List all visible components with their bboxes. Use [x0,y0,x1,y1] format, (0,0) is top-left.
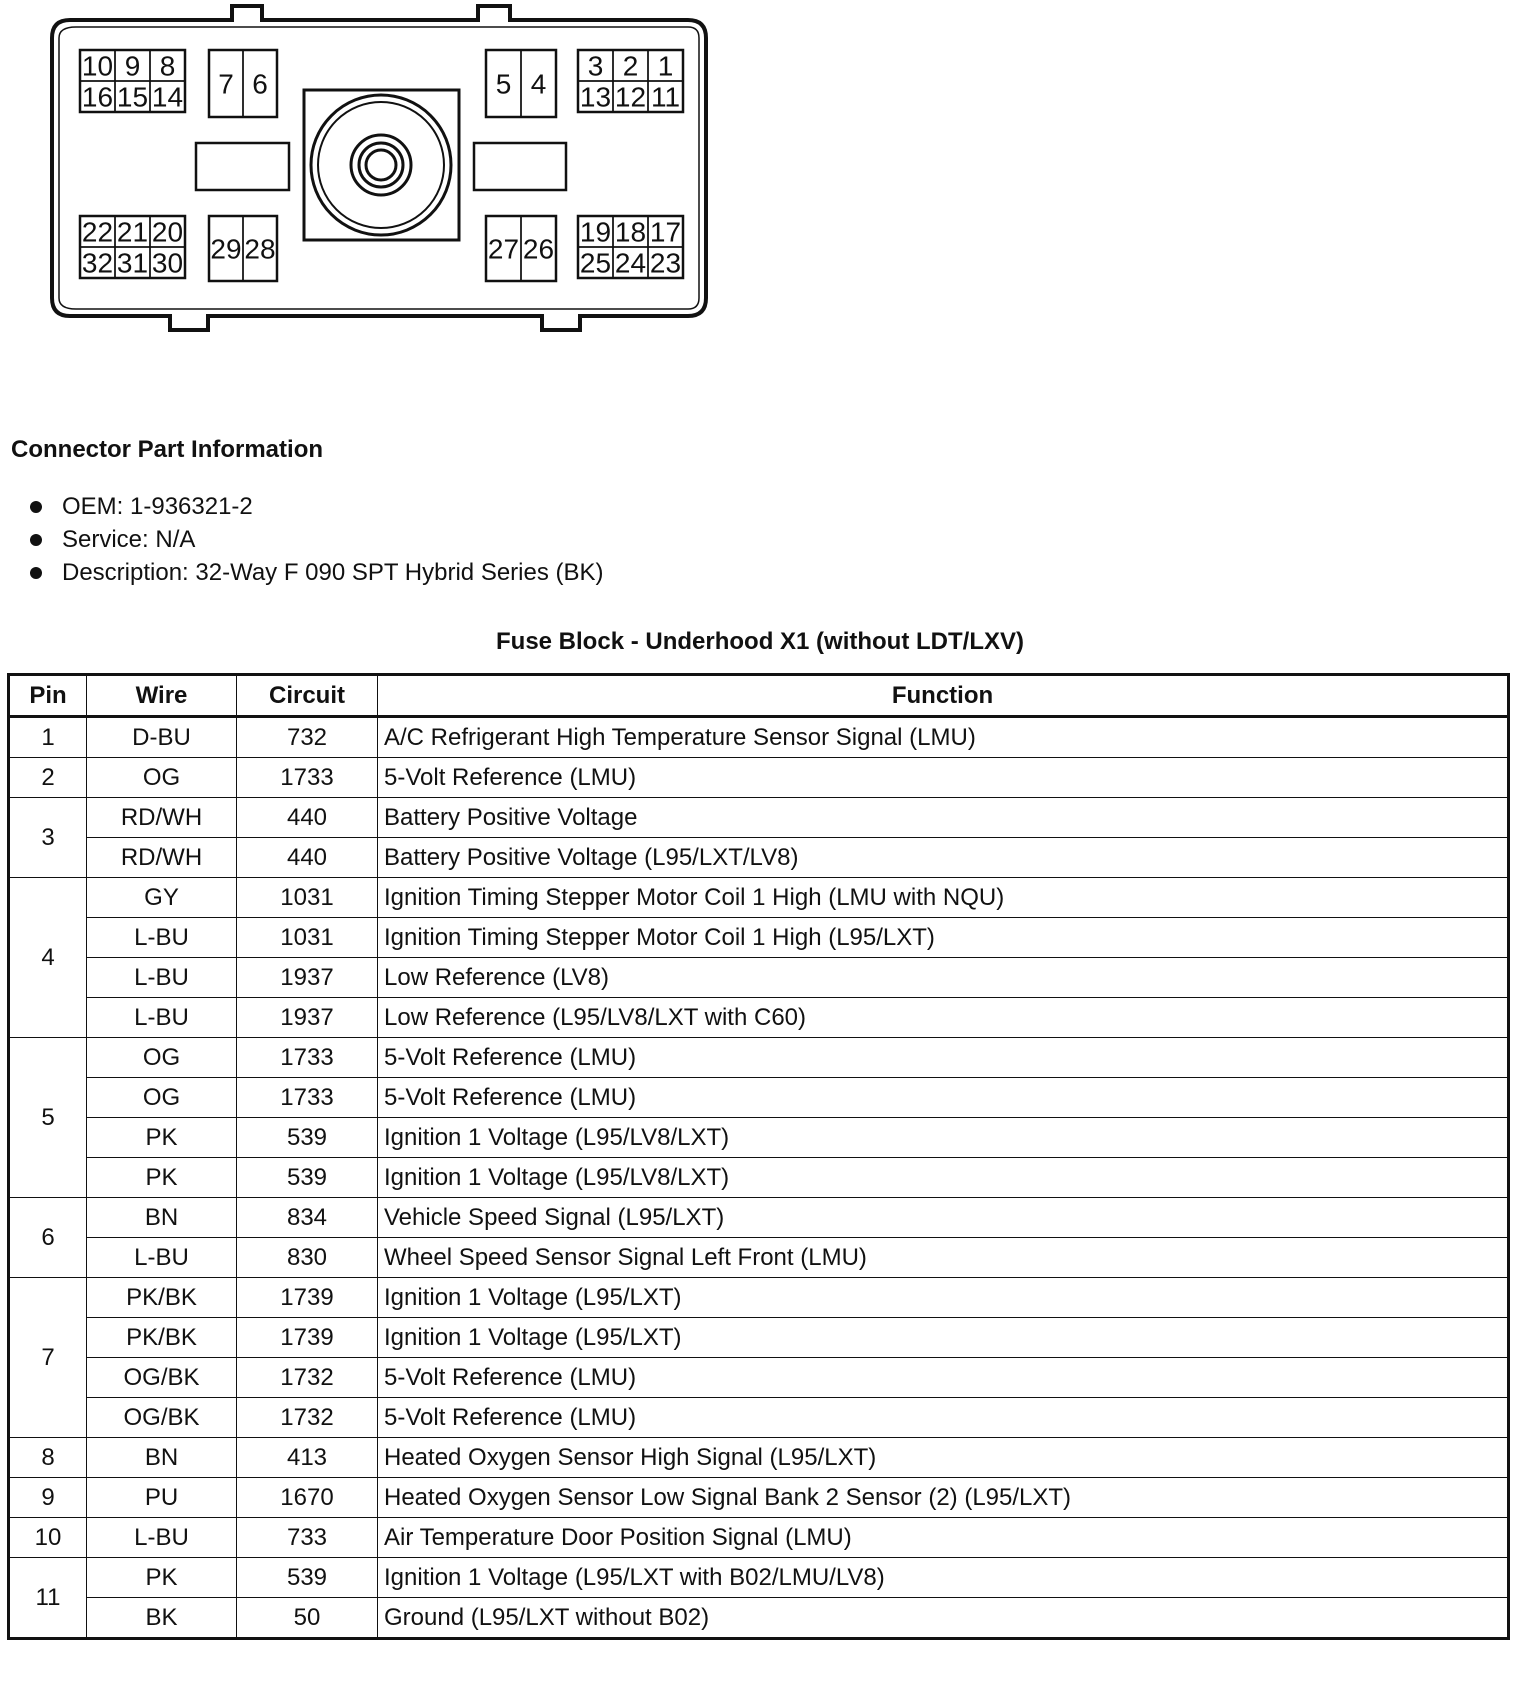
table-row [9,1398,1509,1438]
bolt-ring-outer [311,95,451,235]
cell-wire: BN [87,1198,237,1238]
cell-function: Low Reference (L95/LV8/LXT with C60) [378,998,1509,1038]
pin-group [486,216,556,281]
cell-circuit: 413 [237,1438,378,1478]
cell-circuit: 1670 [237,1478,378,1518]
cell-function: Air Temperature Door Position Signal (LMU) [378,1518,1509,1558]
pinout-table [7,673,1510,1640]
pin-number-label: 31 [116,247,149,279]
table-row [9,1598,1509,1639]
cell-pin: 6 [9,1198,87,1278]
pin-number-label: 9 [124,50,141,82]
cell-circuit: 1733 [237,758,378,798]
connector-info-heading: Connector Part Information [11,436,324,463]
cell-function: Heated Oxygen Sensor High Signal (L95/LXT) [378,1438,1509,1478]
cell-function: Wheel Speed Sensor Signal Left Front (LMU) [378,1238,1509,1278]
cell-wire: PK/BK [87,1318,237,1358]
pin-number-label: 10 [81,50,114,82]
cell-circuit: 1031 [237,918,378,958]
cell-wire: PK [87,1158,237,1198]
cell-pin: 1 [9,717,87,758]
cell-wire: L-BU [87,1238,237,1278]
cell-wire: PK [87,1558,237,1598]
pin-number-label: 32 [81,247,114,279]
cell-circuit: 1733 [237,1038,378,1078]
cell-wire: L-BU [87,1518,237,1558]
header-circuit: Circuit [237,675,378,717]
cell-function: Ignition Timing Stepper Motor Coil 1 High (LMU with NQU) [378,878,1509,918]
cell-wire: L-BU [87,958,237,998]
pin-number-label: 11 [650,81,681,113]
pin-number-label: 17 [649,216,682,248]
table-row [9,1518,1509,1558]
table-row [9,1278,1509,1318]
header-wire: Wire [87,675,237,717]
blank-slot-left [196,143,289,190]
cell-function: 5-Volt Reference (LMU) [378,1038,1509,1078]
pin-number-label: 12 [614,81,647,113]
pin-number-label: 1 [657,50,674,82]
pin-number-label: 19 [579,216,612,248]
table-row [9,1198,1509,1238]
cell-wire: OG/BK [87,1358,237,1398]
cell-wire: OG/BK [87,1398,237,1438]
pin-number-label: 26 [522,233,555,265]
cell-wire: GY [87,878,237,918]
info-oem: OEM: 1-936321-2 [30,490,604,523]
table-row [9,998,1509,1038]
pin-group [209,50,277,117]
cell-pin: 3 [9,798,87,878]
table-row [9,1438,1509,1478]
cell-pin: 10 [9,1518,87,1558]
cell-wire: RD/WH [87,798,237,838]
table-row [9,1558,1509,1598]
cell-circuit: 733 [237,1518,378,1558]
pin-group [486,50,556,117]
cell-function: Low Reference (LV8) [378,958,1509,998]
table-row [9,758,1509,798]
table-header-row [9,675,1509,717]
connector-face-diagram [0,0,720,340]
pin-number-label: 15 [116,81,149,113]
cell-circuit: 732 [237,717,378,758]
cell-function: 5-Volt Reference (LMU) [378,758,1509,798]
pin-number-label: 8 [159,50,176,82]
blank-slot-right [474,143,566,190]
cell-wire: PU [87,1478,237,1518]
cell-circuit: 539 [237,1558,378,1598]
cell-wire: L-BU [87,918,237,958]
cell-function: Ignition 1 Voltage (L95/LV8/LXT) [378,1158,1509,1198]
pin-number-label: 3 [587,50,604,82]
cell-circuit: 1732 [237,1398,378,1438]
cell-circuit: 539 [237,1118,378,1158]
pin-group [209,216,277,281]
pin-number-label: 29 [210,233,242,265]
cell-function: Vehicle Speed Signal (L95/LXT) [378,1198,1509,1238]
pin-number-label: 6 [252,68,268,100]
header-pin: Pin [9,675,87,717]
pin-group [80,50,185,113]
table-row [9,918,1509,958]
cell-pin: 4 [9,878,87,1038]
cell-circuit: 440 [237,798,378,838]
pin-number-label: 22 [81,216,114,248]
cell-function: Heated Oxygen Sensor Low Signal Bank 2 Sensor (2) (L95/LXT) [378,1478,1509,1518]
cell-wire: BK [87,1598,237,1639]
cell-wire: D-BU [87,717,237,758]
pin-number-label: 16 [81,81,114,113]
cell-wire: PK [87,1118,237,1158]
cell-function: Ignition Timing Stepper Motor Coil 1 High (L95/LXT) [378,918,1509,958]
pin-number-label: 5 [495,68,512,100]
cell-circuit: 830 [237,1238,378,1278]
cell-circuit: 1031 [237,878,378,918]
cell-wire: L-BU [87,998,237,1038]
pin-cavity-groups [80,50,683,281]
cell-pin: 5 [9,1038,87,1198]
cell-function: Ignition 1 Voltage (L95/LXT) [378,1278,1509,1318]
cell-function: Ignition 1 Voltage (L95/LXT with B02/LMU/LV8) [378,1558,1509,1598]
table-title: Fuse Block - Underhood X1 (without LDT/LXV) [496,628,1024,655]
info-description: Description: 32-Way F 090 SPT Hybrid Series (BK) [30,556,604,589]
pin-number-label: 30 [151,247,184,279]
cell-circuit: 1739 [237,1318,378,1358]
cell-function: Ignition 1 Voltage (L95/LXT) [378,1318,1509,1358]
table-row [9,1358,1509,1398]
cell-circuit: 834 [237,1198,378,1238]
cell-wire: BN [87,1438,237,1478]
cell-pin: 11 [9,1558,87,1639]
pin-number-label: 18 [614,216,647,248]
table-row [9,838,1509,878]
pin-number-label: 4 [530,68,547,100]
cell-function: 5-Volt Reference (LMU) [378,1398,1509,1438]
cell-circuit: 1733 [237,1078,378,1118]
cell-function: Ground (L95/LXT without B02) [378,1598,1509,1639]
cell-circuit: 1739 [237,1278,378,1318]
table-row [9,1158,1509,1198]
bolt-ring-middle [318,102,444,228]
cell-pin: 8 [9,1438,87,1478]
cell-wire: OG [87,758,237,798]
cell-wire: OG [87,1038,237,1078]
connector-info-list [30,490,604,589]
table-row [9,717,1509,758]
pin-group [578,216,683,279]
cell-function: Battery Positive Voltage (L95/LXT/LV8) [378,838,1509,878]
table-row [9,958,1509,998]
center-bolt-block [304,90,459,240]
cell-circuit: 50 [237,1598,378,1639]
pin-number-label: 28 [244,233,276,265]
cell-wire: OG [87,1078,237,1118]
pin-number-label: 2 [622,50,639,82]
cell-wire: PK/BK [87,1278,237,1318]
pin-number-label: 24 [614,247,647,279]
pinout-table-body [9,717,1509,1639]
cell-function: Battery Positive Voltage [378,798,1509,838]
cell-function: Ignition 1 Voltage (L95/LV8/LXT) [378,1118,1509,1158]
cell-circuit: 440 [237,838,378,878]
cell-wire: RD/WH [87,838,237,878]
header-function: Function [378,675,1509,717]
table-row [9,1078,1509,1118]
table-row [9,1318,1509,1358]
pin-number-label: 20 [151,216,184,248]
table-row [9,798,1509,838]
table-row [9,1118,1509,1158]
cell-pin: 7 [9,1278,87,1438]
cell-circuit: 1732 [237,1358,378,1398]
pin-number-label: 21 [116,216,149,248]
table-row [9,1478,1509,1518]
cell-circuit: 1937 [237,998,378,1038]
cell-pin: 9 [9,1478,87,1518]
pin-number-label: 23 [649,247,682,279]
pin-number-label: 27 [487,233,520,265]
cell-circuit: 1937 [237,958,378,998]
info-service: Service: N/A [30,523,604,556]
cell-function: 5-Volt Reference (LMU) [378,1358,1509,1398]
pin-group [578,50,683,113]
pin-number-label: 13 [579,81,612,113]
table-row [9,878,1509,918]
cell-pin: 2 [9,758,87,798]
pin-number-label: 7 [218,68,234,100]
pin-number-label: 25 [579,247,612,279]
pin-number-label: 14 [151,81,184,113]
table-row [9,1038,1509,1078]
table-row [9,1238,1509,1278]
bolt-center [366,150,396,180]
cell-function: 5-Volt Reference (LMU) [378,1078,1509,1118]
cell-circuit: 539 [237,1158,378,1198]
pin-group [80,216,185,279]
cell-function: A/C Refrigerant High Temperature Sensor Signal (LMU) [378,717,1509,758]
